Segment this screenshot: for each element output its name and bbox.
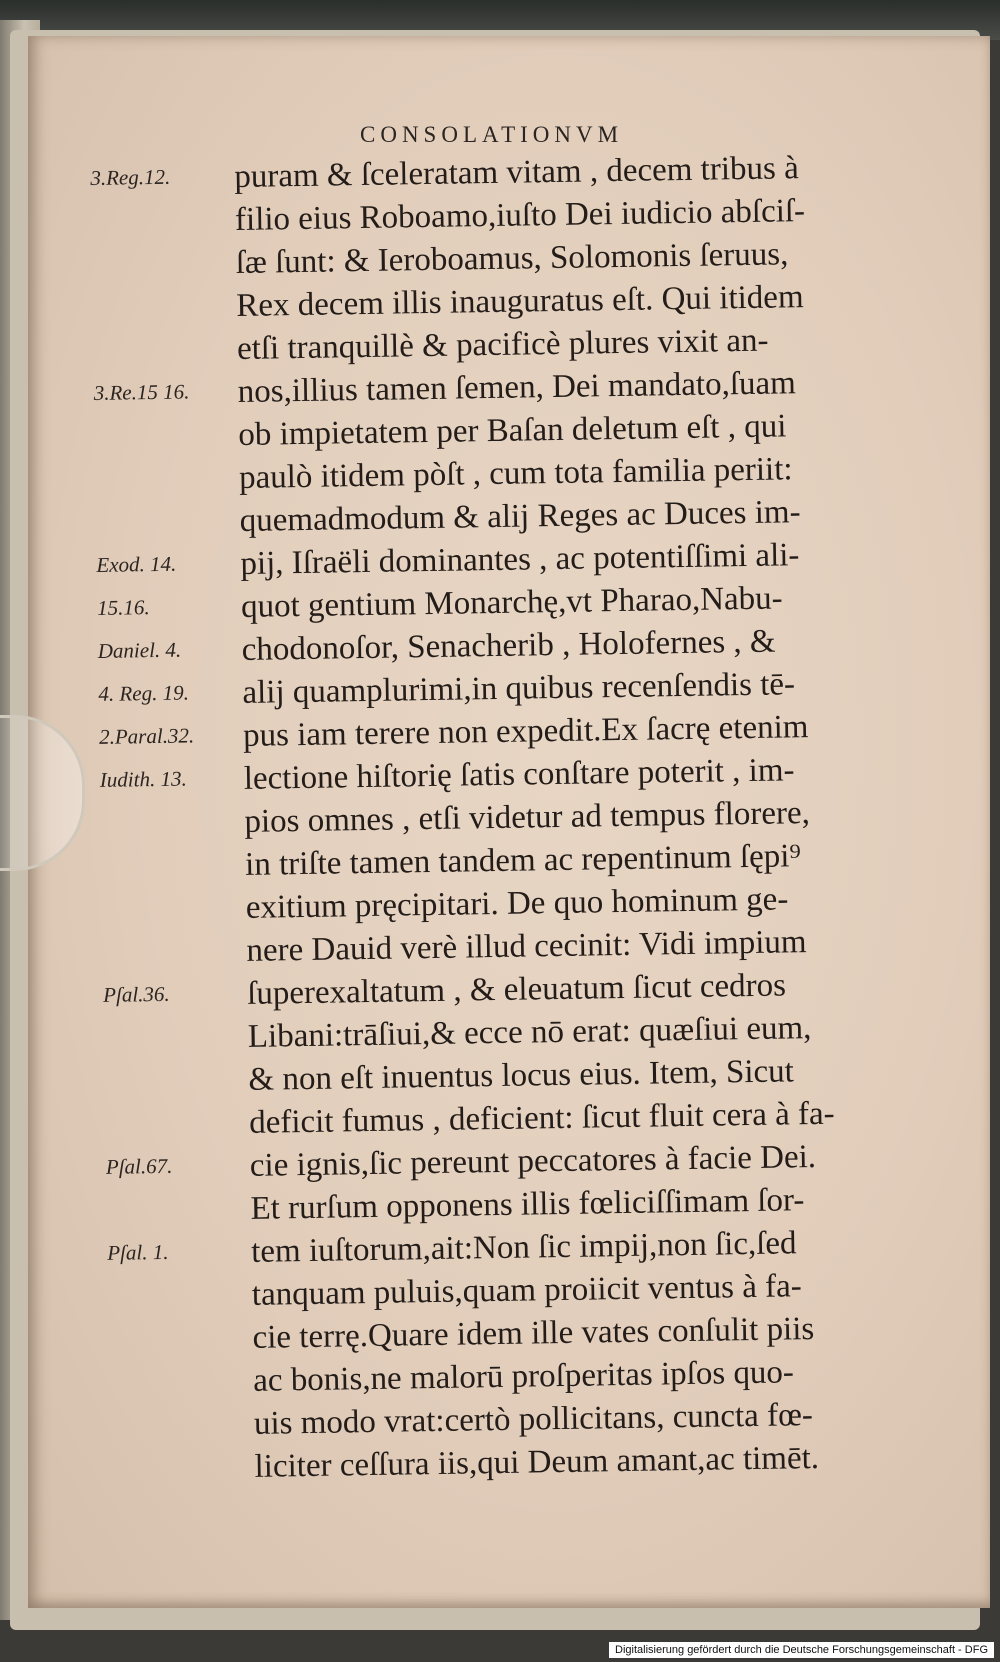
text-line: ſuperexaltatum , & eleuatum ſicut cedros <box>246 967 787 1012</box>
text-line: nos,illius tamen ſemen, Dei mandato,ſuam <box>237 365 797 410</box>
text-line: pij, Iſraëli dominantes , ac potentiſſimi ali- <box>240 537 800 582</box>
text-line: & non eſt inuentus locus eius. Item, Sicut <box>248 1053 795 1098</box>
text-line: cie terrę.Quare idem ille vates conſulit piis <box>252 1311 815 1356</box>
text-line: filio eius Roboamo,iuſto Dei iudicio abſciſ- <box>234 193 806 238</box>
text-line: pus iam terere non expedit.Ex ſacrę etenim <box>242 709 809 754</box>
marginal-reference: 3.Re.15 16. <box>93 379 190 405</box>
text-line: cie ignis,ſic pereunt peccatores à facie Dei. <box>249 1138 817 1184</box>
marginal-reference: Pſal. 1. <box>107 1239 169 1265</box>
text-line: etſi tranquillè & pacificè plures vixit an- <box>236 322 769 367</box>
text-line: pios omnes , etſi videtur ad tempus florere, <box>244 795 811 840</box>
text-line: deficit fumus , deficient: ſicut fluit cera à fa- <box>248 1095 835 1141</box>
text-line: ob impietatem per Baſan deletum eſt , qui <box>238 408 787 453</box>
marginal-reference: 3.Reg.12. <box>90 164 171 190</box>
text-line: exitium pręcipitari. De quo hominum ge- <box>245 881 789 926</box>
digitization-credit: Digitalisierung gefördert durch die Deutsche Forschungsgemeinschaft - DFG <box>609 1642 994 1658</box>
text-line: Rex decem illis inauguratus eſt. Qui itidem <box>236 279 804 324</box>
marginal-reference: Daniel. 4. <box>97 637 182 663</box>
text-line: uis modo vrat:certò pollicitans, cuncta fœ- <box>253 1397 814 1442</box>
text-line: nere Dauid verè illud cecinit: Vidi impium <box>246 924 807 969</box>
marginal-reference: 4. Reg. 19. <box>98 680 190 706</box>
text-line: liciter ceſſura iis,qui Deum amant,ac timēt. <box>254 1439 820 1485</box>
marginal-reference: 2.Paral.32. <box>98 723 195 749</box>
text-line: puram & ſceleratam vitam , decem tribus à <box>234 150 799 195</box>
marginal-reference: Pſal.67. <box>105 1153 173 1179</box>
text-line: Et rurſum opponens illis fœliciſſimam ſor- <box>250 1182 805 1227</box>
marginal-reference: Iudith. 13. <box>99 766 187 792</box>
text-line: ac bonis,ne malorū proſperitas ipſos quo- <box>252 1354 795 1399</box>
marginal-reference: 15.16. <box>96 595 150 620</box>
marginal-reference: Exod. 14. <box>96 551 177 577</box>
marginal-reference: Pſal.36. <box>102 981 170 1007</box>
text-line: in triſte tamen tandem ac repentinum ſępi⁹ <box>244 838 802 883</box>
main-text <box>234 145 945 1489</box>
text-line: quemadmodum & alij Reges ac Duces im- <box>239 494 801 539</box>
text-line: chodonoſor, Senacherib , Holofernes , & <box>241 623 776 668</box>
text-line: quot gentium Monarchę,vt Pharao,Nabu- <box>240 580 783 625</box>
text-line: tem iuſtorum,ait:Non ſic impij,non ſic,ſed <box>250 1225 797 1270</box>
text-line: lectione hiſtorię ſatis conſtare poterit , im- <box>243 752 795 797</box>
text-line: paulò itidem pòſt , cum tota familia periit: <box>238 451 793 496</box>
running-head: CONSOLATIONVM <box>360 122 624 147</box>
text-line: tanquam puluis,quam proiicit ventus à fa- <box>251 1268 802 1313</box>
text-line: Libani:trāſiui,& ecce nō erat: quæſiui eum, <box>247 1010 812 1055</box>
text-line: alij quamplurimi,in quibus recenſendis tē- <box>242 666 796 711</box>
text-line: ſæ ſunt: & Ieroboamus, Solomonis ſeruus, <box>235 236 789 281</box>
